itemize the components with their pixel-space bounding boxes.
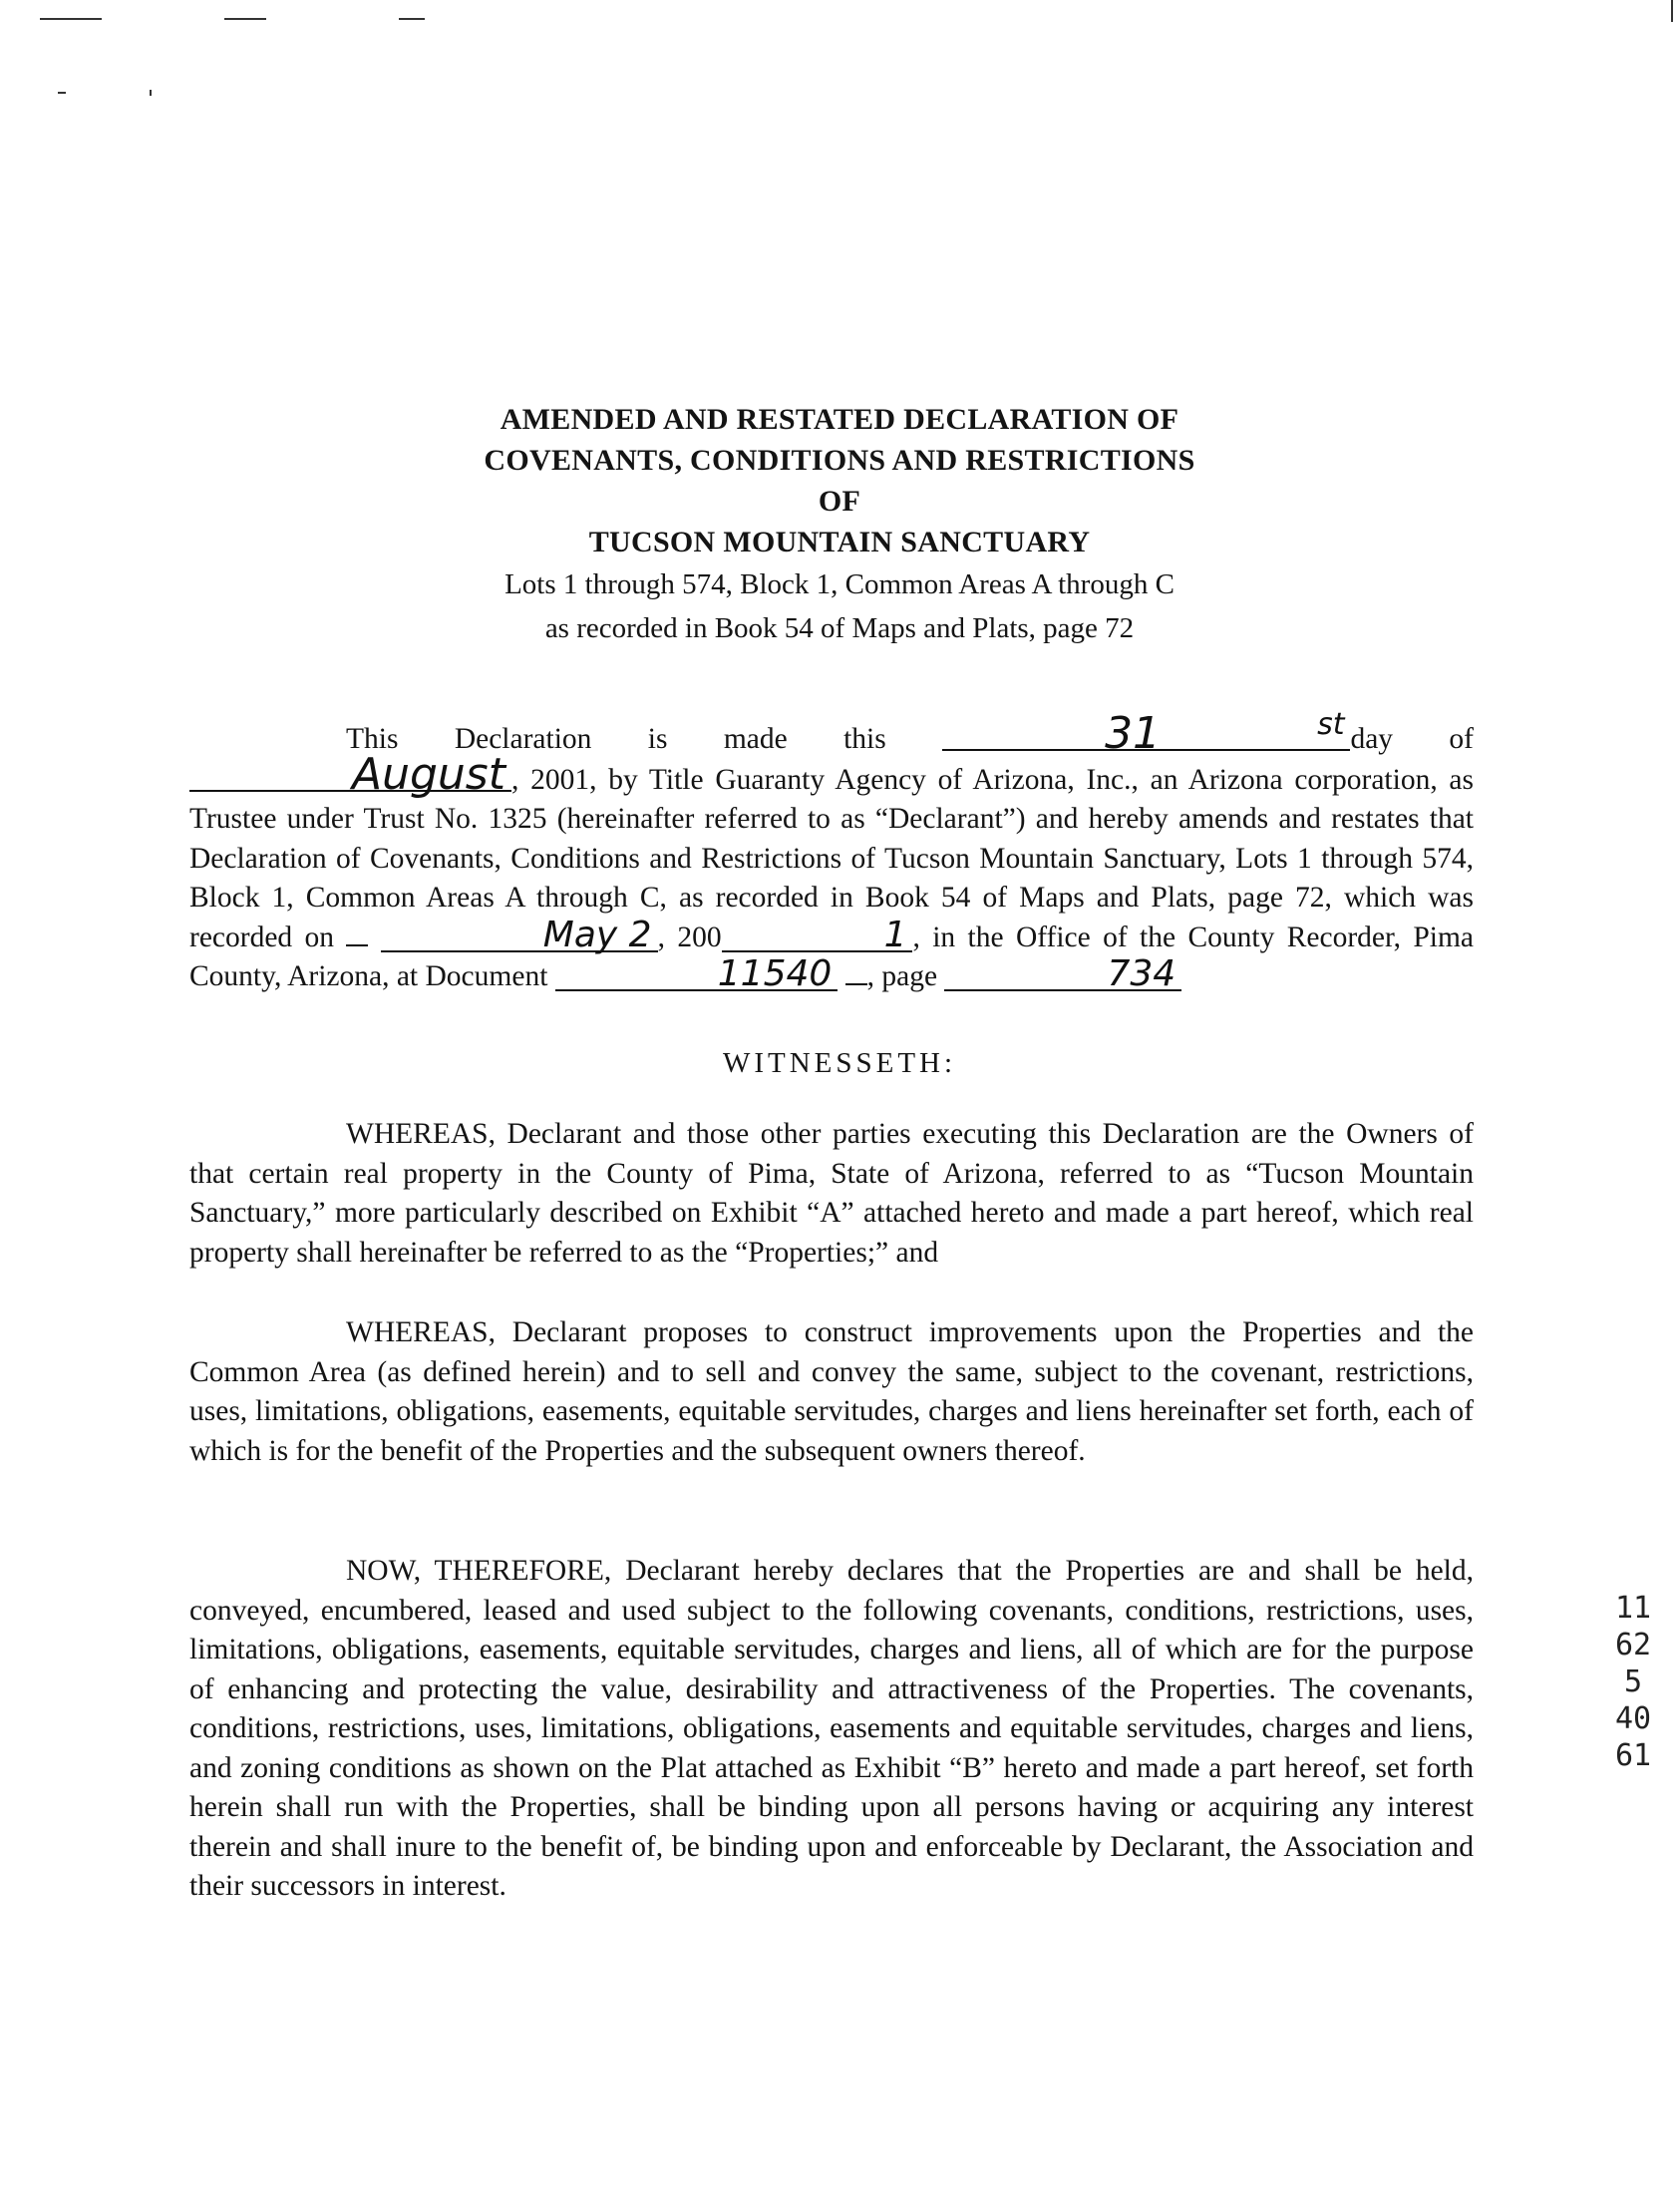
intro-text: , 200	[657, 921, 722, 953]
handwritten-day-number: 31	[1105, 708, 1162, 759]
intro-text: , page	[866, 960, 945, 992]
whereas-paragraph-2: WHEREAS, Declarant proposes to construct improvements upon the Properties and the Common Area (as defined herein) and to sell and convey the same, subject to the covenant, restrictions, uses, limitations, obligations, easements, equitable servitudes, charges and liens hereinafter set forth, each of which is for the benefit of the Properties and the subsequent owners thereof.	[189, 1316, 1474, 1467]
handwritten-day	[942, 707, 1350, 759]
margin-stamp-number: 11625 4061	[1614, 1591, 1652, 1773]
title-line: TUCSON MOUNTAIN SANCTUARY	[588, 526, 1091, 558]
title-line: COVENANTS, CONDITIONS AND RESTRICTIONS	[484, 444, 1195, 477]
blank-line	[346, 944, 368, 946]
intro-text: This Declaration is made this	[346, 723, 943, 755]
scan-artifact-dot	[58, 92, 66, 94]
now-therefore-paragraph: NOW, THEREFORE, Declarant hereby declares that the Properties are and shall be held, conveyed, encumbered, leased and used subject to the following covenants, conditions, restrictions, uses, limitations, obligations, easements, equitable servitudes, charges and liens, all of which are for the purpose of enhancing and protecting the value, desirability and attractiveness of the Properties. The covenants, conditions, restrictions, uses, limitations, obligations, easements and equitable servitudes, charges and liens, and zoning conditions as shown on the Plat attached as Exhibit “B” hereto and made a part hereof, set forth herein shall run with the Properties, shall be binding upon all persons having or acquiring any interest therein and shall inure to the benefit of, be binding upon and enforceable by Declarant, the Association and their successors in interest.	[189, 1555, 1474, 1902]
intro-text: , 2001, by Title Guaranty Agency of Arizona, Inc., an Arizona corporation, as Trustee under Trust No. 1325 (hereinafter referred to as “Declarant”) and hereby amends and restates that Declaration of Covenants, Conditions and Restrictions of Tucson Mountain Sanctuary, Lots 1 through 574, Block 1, Common Areas A through C, as recorded in Book 54 of Maps and Plats, page 72, which was recorded on	[189, 763, 1474, 953]
handwritten-month: August	[189, 760, 511, 792]
handwritten-recorded-date: May 2	[381, 921, 658, 952]
whereas-paragraph-1: WHEREAS, Declarant and those other parties executing this Declaration are the Owners of that certain real property in the County of Pima, State of Arizona, referred to as “Tucson Mountain Sanctuary,” more particularly described on Exhibit “A” attached hereto and made a part hereof, which real property shall hereinafter be referred to as the “Properties;” and	[189, 1118, 1474, 1269]
title-line: AMENDED AND RESTATED DECLARATION OF	[500, 403, 1179, 436]
scan-artifact-line	[399, 18, 425, 20]
witnesseth-heading: WITNESSETH:	[722, 1047, 957, 1079]
intro-text: , in the Office of the County Recorder, Pima County, Arizona, at Document	[189, 921, 1475, 992]
scan-artifact-edge	[1671, 0, 1673, 22]
handwritten-day-suffix: st	[1317, 707, 1345, 742]
blank-line	[845, 983, 867, 985]
scan-artifact-line	[40, 18, 102, 20]
intro-paragraph	[189, 707, 1475, 997]
scan-artifact-dot	[150, 90, 152, 96]
handwritten-page-number: 734	[944, 959, 1181, 991]
scan-artifact-line	[224, 18, 266, 20]
handwritten-year-digit: 1	[722, 921, 913, 952]
title-line: OF	[818, 485, 861, 518]
handwritten-document-number: 11540	[555, 959, 839, 991]
intro-text: day of	[1350, 723, 1475, 755]
subtitle-line: as recorded in Book 54 of Maps and Plats, page 72	[544, 612, 1135, 644]
subtitle-line: Lots 1 through 574, Block 1, Common Areas A through C	[504, 568, 1175, 600]
document-title-block	[0, 399, 1679, 650]
